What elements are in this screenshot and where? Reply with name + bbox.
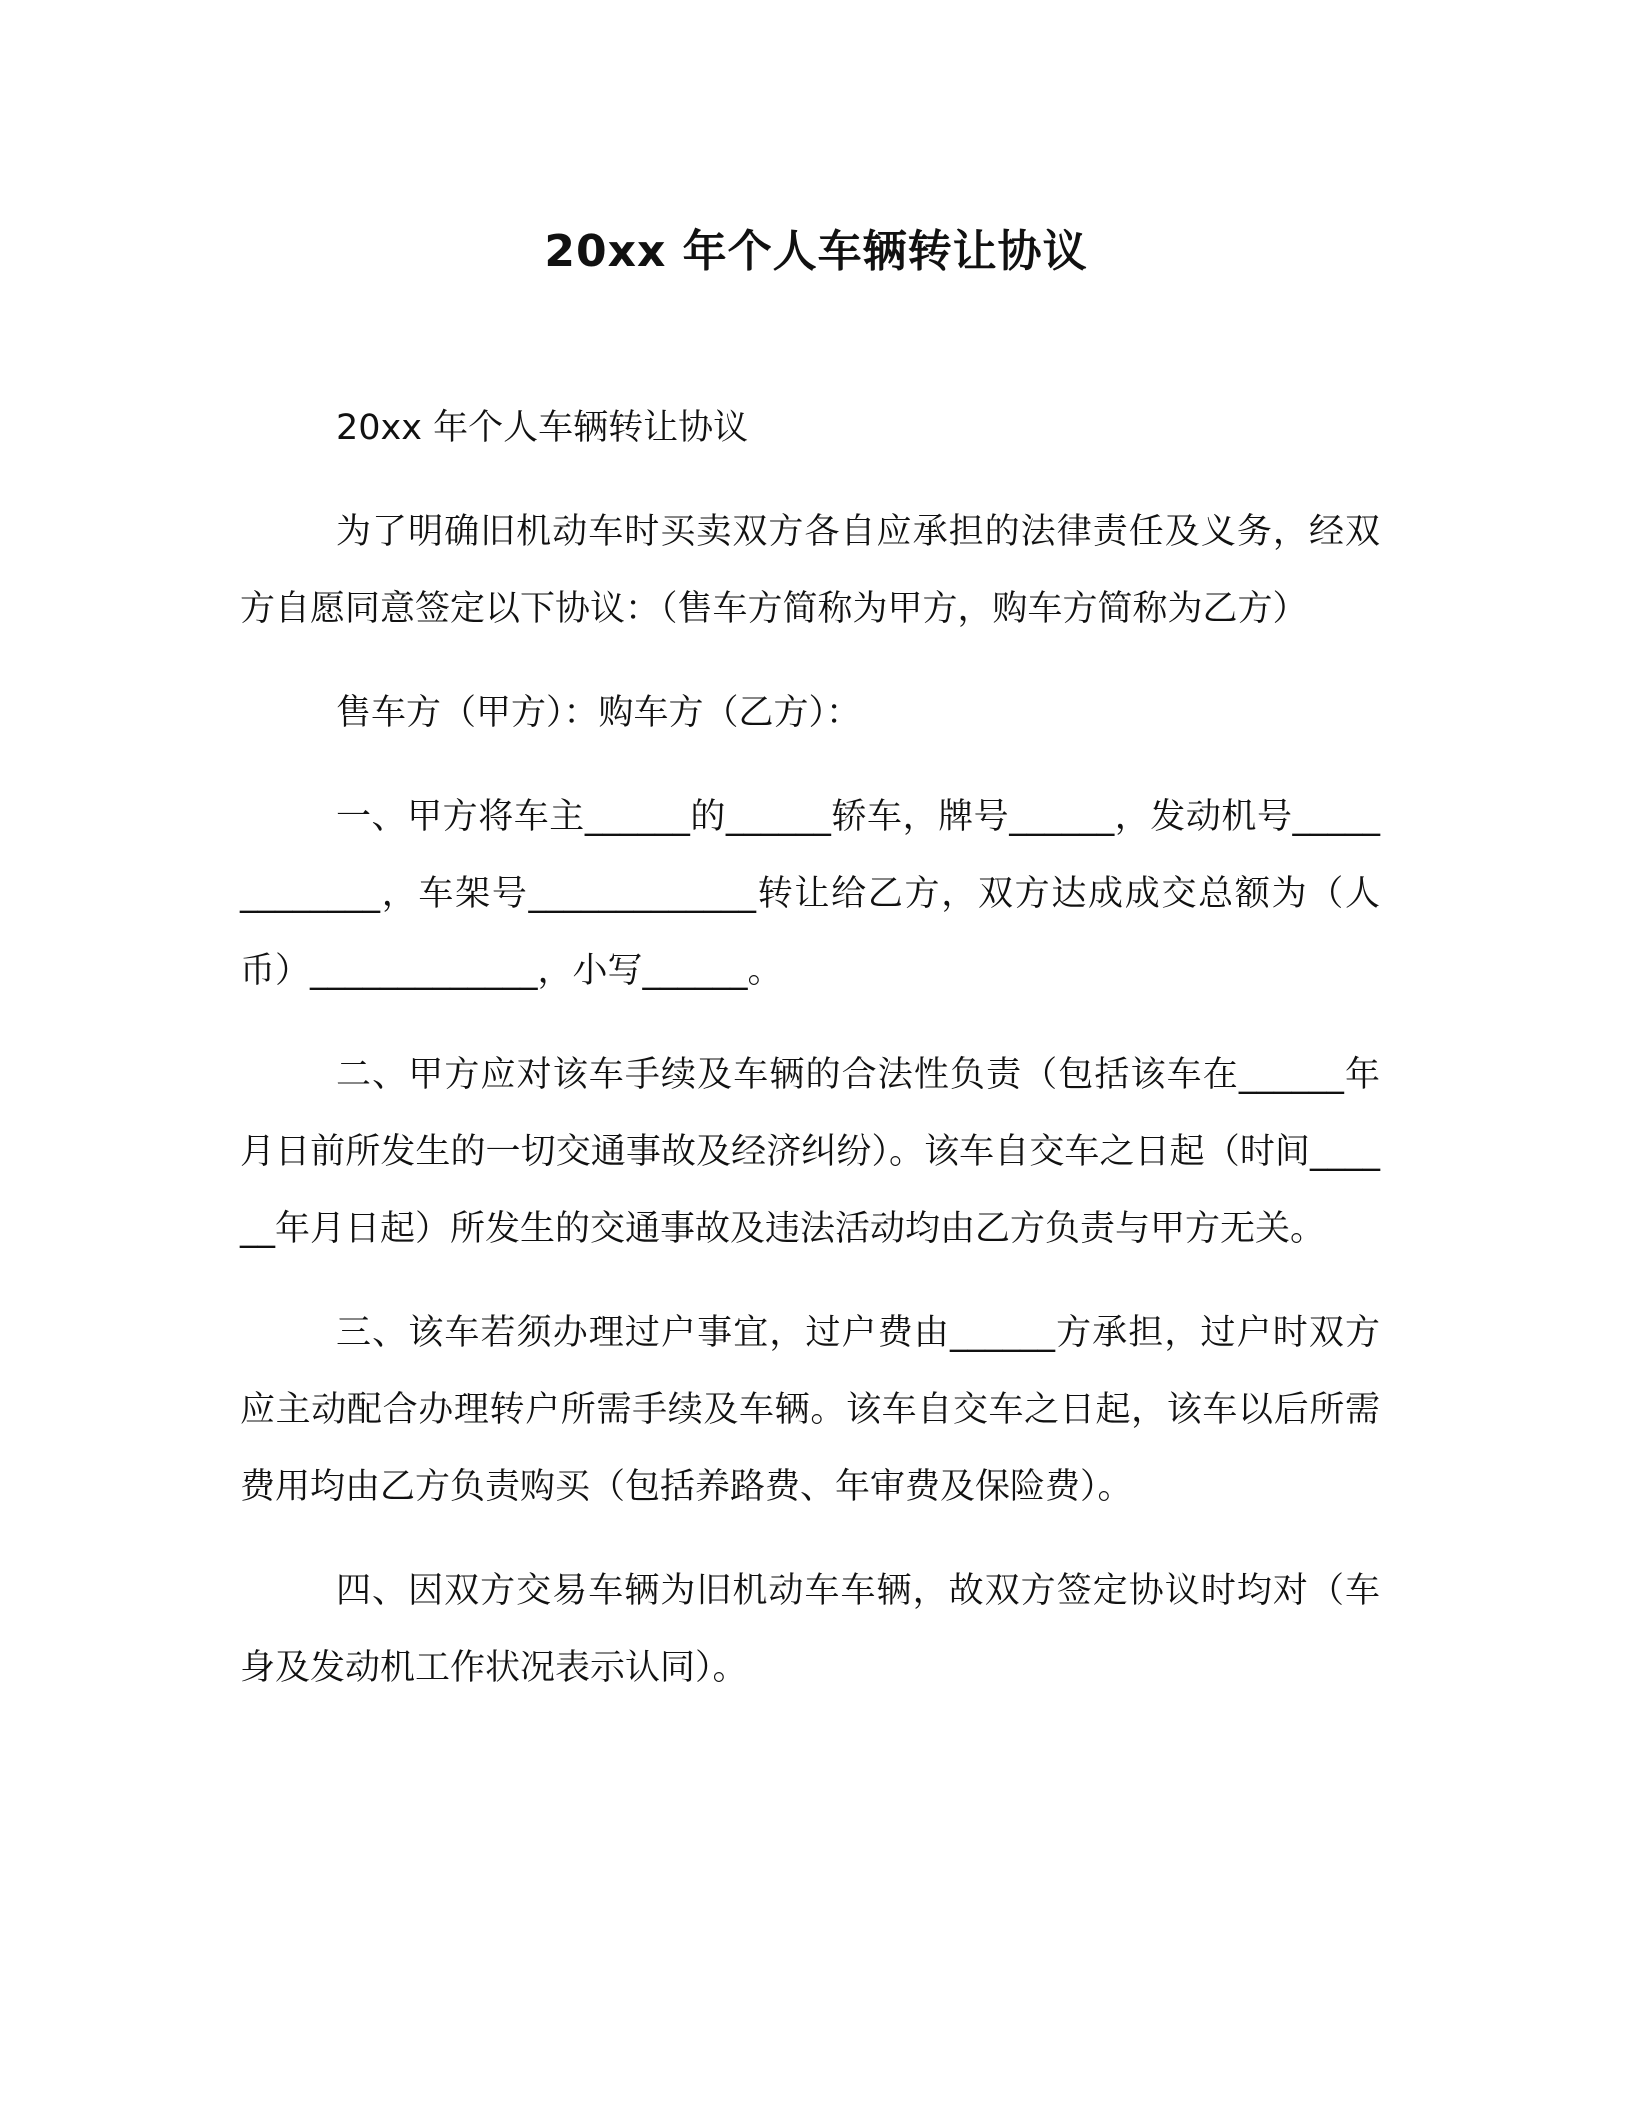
paragraph-subtitle: 20xx 年个人车辆转让协议 [336,408,749,448]
paragraph-clause-1: 一、甲方将车主______的______轿车，牌号______，发动机号_____________，车架号_____________转让给乙方，双方达成成交总额为（人币）_____________，小写______。 [240,797,1380,991]
document-title: 20xx 年个人车辆转让协议 [544,226,1088,277]
paragraph-clause-2: 二、甲方应对该车手续及车辆的合法性负责（包括该车在______年月日前所发生的一切交通事故及经济纠纷）。该车自交车之日起（时间______年月日起）所发生的交通事故及违法活动均由乙方负责与甲方无关。 [240,1055,1380,1249]
paragraph-clause-3: 三、该车若须办理过户事宜，过户费由______方承担，过户时双方应主动配合办理转户所需手续及车辆。该车自交车之日起，该车以后所需费用均由乙方负责购买（包括养路费、年审费及保险费）。 [240,1313,1380,1507]
document-body [240,390,1380,1734]
paragraph-clause-4: 四、因双方交易车辆为旧机动车车辆，故双方签定协议时均对（车身及发动机工作状况表示认同）。 [240,1571,1380,1688]
paragraph-parties: 售车方（甲方）：购车方（乙方）： [336,693,862,733]
paragraph-preamble: 为了明确旧机动车时买卖双方各自应承担的法律责任及义务，经双方自愿同意签定以下协议：（售车方简称为甲方，购车方简称为乙方） [240,512,1380,629]
